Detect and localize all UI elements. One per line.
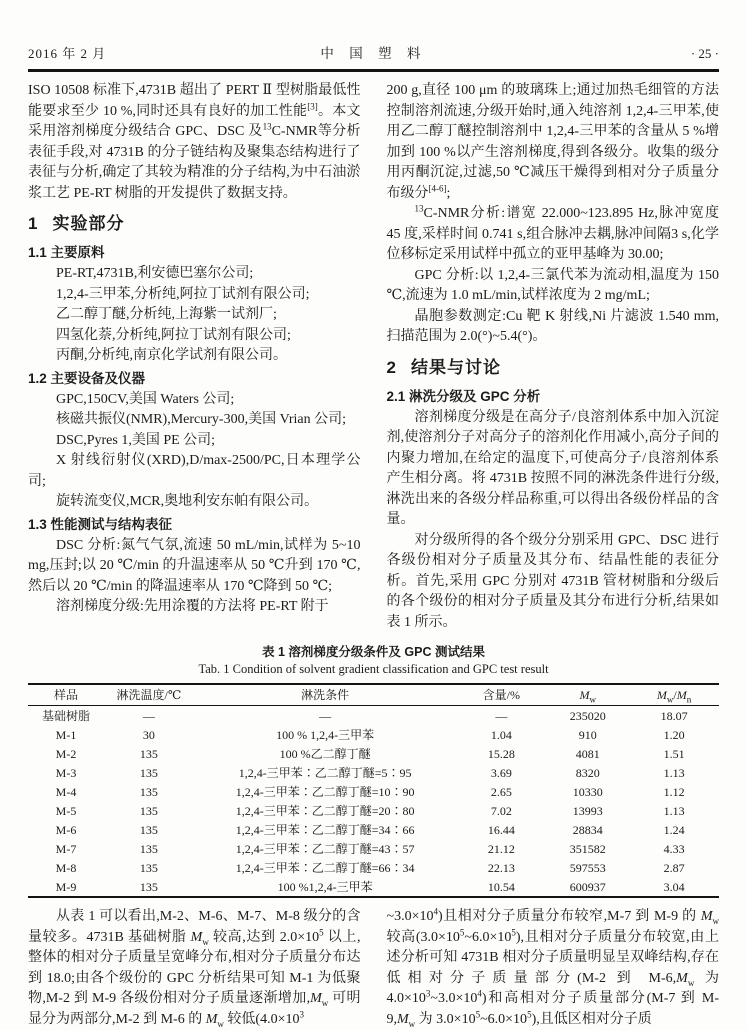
text-segment: M [579, 688, 590, 702]
equipment-item: GPC,150CV,美国 Waters 公司; [56, 391, 235, 407]
text-segment: M [397, 1011, 409, 1027]
table-cell: 1,2,4-三甲苯∶乙二醇丁醚=10∶90 [235, 784, 415, 799]
table-section [28, 643, 719, 898]
table-cell: 22.13 [487, 860, 515, 875]
table-cell: 351582 [569, 841, 606, 856]
text-segment: 可明显分为两部分,M-2 到 M-6 的 [28, 991, 361, 1027]
text-segment: C-NMR分析:谱宽 22.000~123.895 Hz,脉冲宽度 45 度,采样时间 0.741 s,组合脉冲去耦,脉冲间隔3 s,化学位移标定采用试样中孤立的亚甲基峰为 30.00; [386, 206, 719, 262]
text-segment: ~6.0×10 [464, 929, 512, 945]
table-cell: 1.13 [663, 765, 685, 780]
text-segment: 5 [527, 1008, 532, 1019]
table-cell: M-4 [55, 784, 77, 799]
text-segment: ),且相对分子质量分布较宽,由上述分析可知 4731B 相对分子质量明显呈双峰结构,存在低相对分子质量部分(M-2 到 M-6, [386, 929, 719, 986]
section-number: 1 [28, 214, 39, 233]
text-segment: w [589, 694, 596, 705]
table-cell: 2.87 [663, 860, 685, 875]
dsc-method-paragraph: DSC 分析:氮气气氛,流速 50 mL/min,试样为 5~10 mg,压封;以 20 ℃/min 的升温速率从 50 ℃升到 170 ℃,然后以 20 ℃/min 的降温速率从 170 ℃降到 50 ℃; [28, 537, 361, 594]
text-segment: M [676, 688, 687, 702]
table-cell: 600937 [569, 879, 606, 894]
table-cell: 1,2,4-三甲苯∶乙二醇丁醚=20∶80 [235, 803, 415, 818]
text-segment: 为 4.0×10 [386, 970, 719, 1006]
table-cell: M-1 [55, 727, 77, 742]
text-segment: ),且低区相对分子质 [531, 1011, 652, 1027]
table-cell: — [319, 708, 332, 723]
text-segment: [4-6] [428, 182, 447, 193]
intro-paragraph [28, 81, 361, 204]
subsection-1-1-heading: 1.1 主要原料 [28, 245, 105, 260]
table-cell: 28834 [572, 822, 603, 837]
text-segment: 13 [414, 203, 424, 214]
table-row [28, 706, 719, 726]
material-item: 1,2,4-三甲苯,分析纯,阿拉丁试剂有限公司; [56, 286, 310, 302]
text-segment: 以上,整体的相对分子质量呈宽峰分布,相对分子质量分布达到 18.0;由各个级份的 GPC 分析结果可知 M-1 为低聚物,M-2 到 M-9 各级份相对分子质量逐渐增加, [28, 929, 361, 1006]
text-segment: 3 [299, 1008, 304, 1019]
table-cell: 135 [139, 841, 158, 856]
text-segment: 5 [511, 926, 516, 937]
table-cell: 15.28 [487, 746, 515, 761]
section-1-heading [28, 213, 361, 235]
text-segment: ISO 10508 标准下,4731B 超出了 PERT Ⅱ 型树脂最低性能要求至少 10 %,同时还具有良好的加工性能 [28, 83, 361, 119]
text-segment: w [408, 1018, 416, 1029]
subsection-1-2-heading: 1.2 主要设备及仪器 [28, 370, 146, 386]
text-segment: [3] [307, 100, 318, 111]
table-cell: M-2 [55, 746, 77, 761]
text-segment: w [666, 694, 674, 705]
table-cell: 7.02 [490, 803, 512, 818]
table-cell: 基础树脂 [41, 708, 90, 723]
bottom-left-column [28, 907, 361, 1030]
table-cell: 100 % 1,2,4-三甲苯 [276, 727, 375, 742]
table-cell: 100 %1,2,4-三甲苯 [277, 879, 373, 894]
text-segment: w [321, 997, 329, 1008]
table-cell: M-9 [55, 879, 77, 894]
col-header-sample: 样品 [53, 688, 78, 702]
table-row [28, 782, 719, 801]
lower-columns [28, 907, 719, 1030]
page-number: · 25 · [690, 46, 719, 61]
table-row [28, 725, 719, 744]
equipment-item: X 射线衍射仪(XRD),D/max-2500/PC,日本理学公司; [28, 453, 361, 489]
text-segment: M [310, 991, 322, 1006]
right-column [387, 81, 720, 633]
table-cell: 100 %乙二醇丁醚 [279, 746, 371, 761]
gradient-method-paragraph: 溶剂梯度分级:先用涂覆的方法将 PE-RT 附于 [56, 599, 329, 614]
table-cell: 235020 [569, 708, 606, 723]
text-segment: w [712, 915, 719, 926]
table-header [28, 684, 719, 706]
discussion-continuation-paragraph [387, 907, 720, 1030]
table-cell: — [495, 708, 508, 723]
text-segment: 200 g,直径 100 μm 的玻璃珠上;通过加热毛细管的方法控制溶剂流速,分级开始时,通入纯溶剂 1,2,4-三甲苯,使用乙二醇丁醚控制溶剂中 1,2,4-三甲苯的含量从 5 %增加到 100 %以产生溶剂梯度,得到各级分。收集的级分用丙酮沉淀,过滤,50 ℃减压干燥得到相对分子质量分布级分 [386, 83, 719, 201]
table-cell: 1.12 [663, 784, 685, 799]
table-cell: M-8 [55, 860, 77, 875]
text-segment: ; [446, 185, 451, 201]
equipment-item: DSC,Pyres 1,美国 PE 公司; [56, 432, 216, 448]
material-item: 四氢化萘,分析纯,阿拉丁试剂有限公司; [56, 327, 291, 343]
text-segment: w [217, 1018, 224, 1029]
table-cell: 16.44 [487, 822, 515, 837]
text-segment: 较高(3.0×10 [386, 929, 460, 945]
text-segment: M [190, 929, 203, 945]
text-segment: ~6.0×10 [480, 1011, 528, 1027]
table-cell: 135 [139, 746, 158, 761]
text-segment: ~3.0×10 [430, 991, 478, 1006]
equipment-item: 核磁共振仪(NMR),Mercury-300,美国 Vrian 公司; [56, 412, 347, 427]
table-caption-zh: 表 1 溶剂梯度分级条件及 GPC 测试结果 [262, 645, 485, 659]
table-cell: 4.33 [663, 841, 685, 856]
table-cell: 1,2,4-三甲苯∶乙二醇丁醚=5∶95 [238, 765, 412, 780]
text-segment: 5 [459, 926, 465, 937]
text-segment: w [687, 977, 695, 988]
table-cell: 10330 [572, 784, 603, 799]
fractionation-paragraph: 溶剂梯度分级是在高分子/良溶剂体系中加入沉淀剂,使溶剂分子对高分子的溶剂化作用减小,高分子间的内聚力增加,在给定的温度下,可使高分子/良溶剂体系产生相分离。将 4731B 按照不同的淋洗条件进行分级,淋洗出来的各级分样品称重,可以得出各级份样品的含量。 [386, 409, 719, 527]
table-cell: 135 [139, 803, 158, 818]
table-cell: 3.69 [490, 765, 512, 780]
gpc-analysis-paragraph: 对分级所得的各个级分分别采用 GPC、DSC 进行各级份相对分子质量及其分布、结晶性能的表征分析。首先,采用 GPC 分别对 4731B 管材树脂和分级后的各个级份的相对分子质量及其分布进行分析,结果如表 1 所示。 [386, 532, 719, 630]
upper-columns [28, 81, 719, 633]
text-segment: M [676, 970, 688, 986]
section-2-heading [387, 357, 720, 379]
text-segment: 5 [319, 926, 324, 937]
table-cell: 1.24 [663, 822, 685, 837]
table-cell: 135 [139, 879, 158, 894]
table-cell: 1.04 [490, 727, 512, 742]
text-segment: 13 [262, 121, 272, 132]
cell-parameter-paragraph: 晶胞参数测定:Cu 靶 K 射线,Ni 片滤波 1.540 mm,扫描范围为 2.0(°)~5.4(°)。 [386, 308, 719, 344]
table-cell: M-6 [55, 822, 77, 837]
col-header-content: 含量/% [482, 688, 520, 702]
table-cell: 1.51 [663, 746, 685, 761]
table-row [28, 839, 719, 858]
table-cell: 30 [142, 727, 155, 742]
table-row [28, 877, 719, 897]
table-cell: 10.54 [487, 879, 515, 894]
table-cell: 8320 [575, 765, 600, 780]
discussion-paragraph [28, 907, 361, 1030]
journal-title: 中 国 塑 料 [320, 46, 427, 61]
material-item: 丙酮,分析纯,南京化学试剂有限公司。 [56, 348, 287, 363]
text-segment: M [700, 909, 713, 924]
table-row [28, 820, 719, 839]
text-segment: M [656, 688, 667, 702]
table-cell: 3.04 [663, 879, 685, 894]
text-segment: 较低(4.0×10 [223, 1011, 300, 1027]
material-item: PE-RT,4731B,利安德巴塞尔公司; [56, 266, 254, 281]
table-cell: 18.07 [660, 708, 688, 723]
table-body [28, 706, 719, 898]
subsection-1-3-heading: 1.3 性能测试与结构表征 [28, 516, 173, 532]
text-segment: 4 [477, 988, 482, 999]
table-cell: 1.13 [663, 803, 685, 818]
table-cell: 13993 [572, 803, 603, 818]
gpc-results-table [28, 683, 719, 898]
table-cell: 21.12 [487, 841, 515, 856]
text-segment: )和高相对分子质量部分(M-7 到 M-9, [386, 991, 719, 1027]
table-caption-en: Tab. 1 Condition of solvent gradient classification and GPC test result [198, 662, 549, 676]
col-header-condition: 淋洗条件 [301, 688, 350, 702]
table-cell: 135 [139, 822, 158, 837]
text-segment: n [686, 694, 692, 705]
text-segment: 3 [425, 988, 431, 999]
subsection-2-1-heading: 2.1 淋洗分级及 GPC 分析 [386, 388, 541, 404]
section-number: 2 [386, 357, 397, 377]
bottom-right-column [387, 907, 720, 1030]
text-segment: 较高,达到 2.0×10 [208, 929, 320, 945]
table-row [28, 801, 719, 820]
text-segment: 从表 1 可以看出,M-2、M-6、M-7、M-8 级分的含量较多。4731B 基础树脂 [28, 909, 361, 945]
table-cell: 2.65 [490, 784, 512, 799]
material-item: 乙二醇丁醚,分析纯,上海紫一试剂厂; [56, 307, 277, 322]
table-cell: 135 [139, 860, 158, 875]
table-row [28, 763, 719, 782]
table-cell: M-3 [55, 765, 77, 780]
text-segment: w [202, 936, 209, 947]
text-segment: C-NMR等分析表征手段,对 4731B 的分子链结构及聚集态结构进行了表征与分析,确定了其较为精准的分子结构,为中石油淤浆工艺 PE-RT 树脂的开发提供了数据支持。 [28, 124, 361, 201]
table-cell: 1,2,4-三甲苯∶乙二醇丁醚=34∶66 [235, 822, 415, 837]
method-continuation-paragraph [387, 81, 720, 204]
header-rule [28, 69, 719, 72]
text-segment: 。本文采用溶剂梯度分级结合 GPC、DSC 及 [28, 103, 361, 139]
nmr-method-paragraph [387, 204, 720, 266]
table-cell: 4081 [575, 746, 600, 761]
page-header [28, 42, 719, 62]
section-title: 结果与讨论 [410, 357, 501, 377]
table-cell: 910 [578, 727, 597, 742]
text-segment: )且相对分子质量分布较窄,M-7 到 M-9 的 [437, 909, 701, 924]
table-cell: 135 [139, 784, 158, 799]
table-row [28, 744, 719, 763]
text-segment: 为 3.0×10 [415, 1011, 476, 1027]
table-header-row [28, 684, 719, 706]
equipment-item: 旋转流变仪,MCR,奥地利安东帕有限公司。 [56, 494, 319, 509]
gpc-method-paragraph: GPC 分析:以 1,2,4-三氯代苯为流动相,温度为 150 ℃,流速为 1.0 mL/min,试样浓度为 2 mg/mL; [386, 267, 719, 303]
issue-date: 2016 年 2 月 [28, 46, 107, 61]
col-header-mwmn [629, 684, 719, 706]
table-cell: M-7 [55, 841, 77, 856]
table-cell: 1.20 [663, 727, 685, 742]
table-row [28, 858, 719, 877]
table-cell: 597553 [569, 860, 606, 875]
table-cell: — [142, 708, 155, 723]
table-cell: 135 [139, 765, 158, 780]
text-segment: ~3.0×10 [386, 909, 434, 924]
col-header-mw [546, 684, 629, 706]
text-segment: M [205, 1011, 218, 1027]
text-segment: / [673, 688, 677, 702]
table-cell: M-5 [55, 803, 77, 818]
section-title: 实验部分 [52, 214, 125, 233]
table-cell: 1,2,4-三甲苯∶乙二醇丁醚=43∶57 [235, 841, 415, 856]
text-segment: 4 [433, 906, 438, 917]
table-cell: 1,2,4-三甲苯∶乙二醇丁醚=66∶34 [235, 860, 415, 875]
left-column [28, 81, 361, 633]
text-segment: 5 [475, 1008, 481, 1019]
col-header-temp: 淋洗温度/℃ [116, 688, 182, 702]
